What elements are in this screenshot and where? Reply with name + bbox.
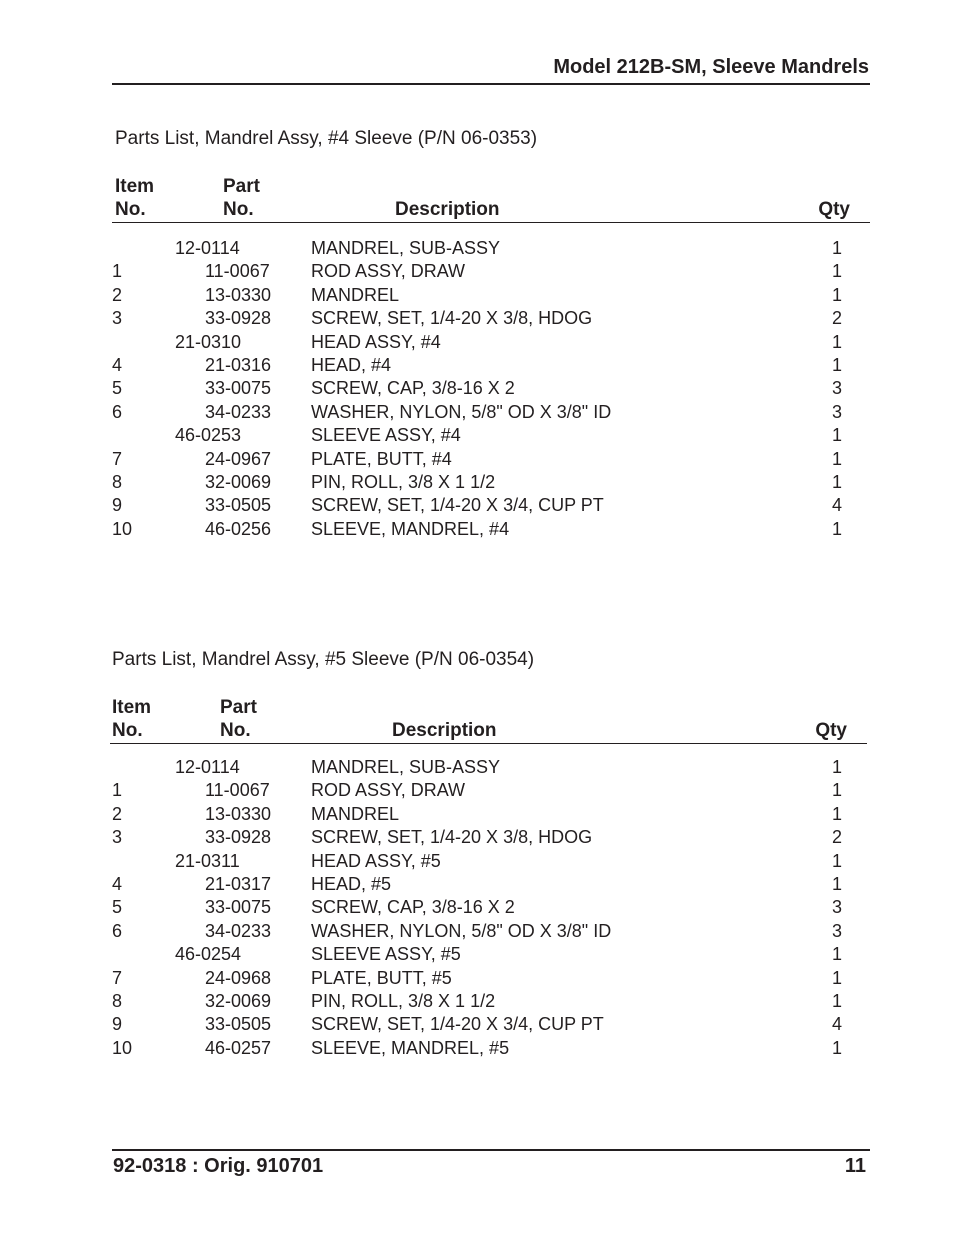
quantity-cell: 3: [831, 920, 842, 941]
description-cell: SCREW, SET, 1/4-20 X 3/8, HDOG: [311, 827, 593, 848]
description-cell: HEAD, #4: [311, 354, 392, 375]
description-cell: SLEEVE, MANDREL, #5: [311, 1037, 510, 1058]
item-number: 8: [112, 471, 123, 492]
table-row: 3 33-0928 SCREW, SET, 1/4-20 X 3/8, HDOG 2: [112, 826, 857, 849]
item-number: 7: [112, 967, 123, 988]
description-cell: HEAD ASSY, #4: [311, 331, 441, 352]
header-rule: [112, 83, 870, 85]
table-row: 2 13-0330 MANDREL 1: [112, 803, 857, 826]
parts-list-column-headers: [115, 175, 870, 223]
table-row: 12-0114 MANDREL, SUB-ASSY 1: [112, 237, 857, 260]
description-cell: SCREW, SET, 1/4-20 X 3/4, CUP PT: [311, 495, 604, 516]
quantity-cell: 1: [831, 238, 842, 258]
description-cell: SLEEVE ASSY, #5: [311, 944, 461, 965]
quantity-cell: 3: [831, 897, 842, 918]
document-id: 92-0318 : Orig. 910701: [113, 1155, 324, 1177]
page-header-title: Model 212B-SM, Sleeve Mandrels: [553, 56, 869, 78]
item-no-header: Item No.: [112, 697, 152, 741]
item-number: 8: [112, 990, 123, 1011]
table-row: 4 21-0316 HEAD, #4 1: [112, 354, 857, 377]
part-no-header: Part No.: [220, 697, 257, 741]
item-number: 9: [112, 1014, 123, 1035]
quantity-cell: 1: [831, 873, 842, 894]
quantity-cell: 1: [831, 448, 842, 469]
quantity-cell: 1: [831, 967, 842, 988]
parts-table: [112, 756, 857, 1060]
item-number: 4: [112, 873, 123, 894]
table-row: 7 24-0967 PLATE, BUTT, #4 1: [112, 448, 857, 471]
quantity-cell: 1: [831, 354, 842, 375]
table-row: 8 32-0069 PIN, ROLL, 3/8 X 1 1/2 1: [112, 471, 857, 494]
quantity-cell: 4: [831, 1014, 842, 1035]
table-row: 21-0310 HEAD ASSY, #4 1: [112, 331, 857, 354]
description-cell: SLEEVE ASSY, #4: [311, 425, 461, 446]
quantity-cell: 1: [831, 284, 842, 305]
description-cell: PIN, ROLL, 3/8 X 1 1/2: [311, 990, 496, 1011]
description-cell: PLATE, BUTT, #4: [311, 448, 452, 469]
table-row: 7 24-0968 PLATE, BUTT, #5 1: [112, 967, 857, 990]
quantity-cell: 4: [831, 495, 842, 516]
table-row: 10 46-0256 SLEEVE, MANDREL, #4 1: [112, 518, 857, 541]
quantity-cell: 1: [831, 331, 842, 352]
table-row: 9 33-0505 SCREW, SET, 1/4-20 X 3/4, CUP PT 4: [112, 494, 857, 517]
description-header: Description: [392, 720, 497, 741]
item-number: 10: [112, 518, 133, 539]
item-number: 3: [112, 827, 123, 848]
description-cell: MANDREL, SUB-ASSY: [311, 757, 501, 777]
table-row: 2 13-0330 MANDREL 1: [112, 284, 857, 307]
description-header: Description: [395, 199, 500, 220]
quantity-cell: 1: [831, 780, 842, 801]
description-cell: SCREW, CAP, 3/8-16 X 2: [311, 378, 515, 399]
description-cell: SCREW, SET, 1/4-20 X 3/4, CUP PT: [311, 1014, 604, 1035]
description-cell: ROD ASSY, DRAW: [311, 261, 466, 282]
description-cell: SCREW, SET, 1/4-20 X 3/8, HDOG: [311, 308, 593, 329]
quantity-cell: 1: [831, 471, 842, 492]
parts-list-title: Parts List, Mandrel Assy, #5 Sleeve (P/N 06-0354): [112, 649, 535, 670]
column-header-rule: [110, 743, 867, 744]
quantity-cell: 1: [831, 944, 842, 965]
description-cell: SLEEVE, MANDREL, #4: [311, 518, 510, 539]
quantity-cell: 2: [831, 308, 842, 329]
column-header-rule: [112, 222, 870, 223]
description-cell: WASHER, NYLON, 5/8" OD X 3/8" ID: [311, 401, 612, 422]
table-row: 3 33-0928 SCREW, SET, 1/4-20 X 3/8, HDOG 2: [112, 307, 857, 330]
table-row: 21-0311 HEAD ASSY, #5 1: [112, 850, 857, 873]
quantity-cell: 1: [831, 990, 842, 1011]
table-row: 46-0253 SLEEVE ASSY, #4 1: [112, 424, 857, 447]
item-number: 7: [112, 448, 123, 469]
table-row: 9 33-0505 SCREW, SET, 1/4-20 X 3/4, CUP PT 4: [112, 1013, 857, 1036]
qty-header: Qty: [815, 720, 847, 741]
item-no-header: Item No.: [115, 176, 155, 220]
part-no-header: Part No.: [223, 176, 260, 220]
description-cell: HEAD ASSY, #5: [311, 850, 441, 871]
quantity-cell: 1: [831, 425, 842, 446]
item-number: 6: [112, 920, 123, 941]
description-cell: HEAD, #5: [311, 873, 392, 894]
parts-table: [112, 237, 857, 541]
item-number: 4: [112, 354, 123, 375]
quantity-cell: 1: [831, 757, 842, 777]
description-cell: ROD ASSY, DRAW: [311, 780, 466, 801]
description-cell: PIN, ROLL, 3/8 X 1 1/2: [311, 471, 496, 492]
quantity-cell: 1: [831, 1037, 842, 1058]
table-row: 6 34-0233 WASHER, NYLON, 5/8" OD X 3/8" ID 3: [112, 920, 857, 943]
footer-rule: [112, 1149, 870, 1151]
quantity-cell: 1: [831, 850, 842, 871]
table-row: 4 21-0317 HEAD, #5 1: [112, 873, 857, 896]
item-number: 2: [112, 284, 123, 305]
item-number: 2: [112, 803, 123, 824]
parts-list-title: Parts List, Mandrel Assy, #4 Sleeve (P/N 06-0353): [115, 128, 538, 149]
table-row: 8 32-0069 PIN, ROLL, 3/8 X 1 1/2 1: [112, 990, 857, 1013]
description-cell: WASHER, NYLON, 5/8" OD X 3/8" ID: [311, 920, 612, 941]
table-row: 46-0254 SLEEVE ASSY, #5 1: [112, 943, 857, 966]
description-cell: MANDREL: [311, 803, 400, 824]
table-row: 5 33-0075 SCREW, CAP, 3/8-16 X 2 3: [112, 896, 857, 919]
qty-header: Qty: [818, 199, 850, 220]
item-number: 1: [112, 780, 123, 801]
page-number: 11: [844, 1155, 866, 1177]
quantity-cell: 1: [831, 803, 842, 824]
item-number: 1: [112, 261, 123, 282]
table-row: 5 33-0075 SCREW, CAP, 3/8-16 X 2 3: [112, 377, 857, 400]
quantity-cell: 2: [831, 827, 842, 848]
description-cell: MANDREL: [311, 284, 400, 305]
table-row: 10 46-0257 SLEEVE, MANDREL, #5 1: [112, 1037, 857, 1060]
table-row: 6 34-0233 WASHER, NYLON, 5/8" OD X 3/8" ID 3: [112, 401, 857, 424]
description-cell: PLATE, BUTT, #5: [311, 967, 452, 988]
item-number: 5: [112, 378, 123, 399]
table-row: 12-0114 MANDREL, SUB-ASSY 1: [112, 756, 857, 779]
description-cell: SCREW, CAP, 3/8-16 X 2: [311, 897, 515, 918]
table-row: 1 11-0067 ROD ASSY, DRAW 1: [112, 260, 857, 283]
item-number: 3: [112, 308, 123, 329]
item-number: 5: [112, 897, 123, 918]
description-cell: MANDREL, SUB-ASSY: [311, 238, 501, 258]
quantity-cell: 1: [831, 261, 842, 282]
quantity-cell: 1: [831, 518, 842, 539]
item-number: 10: [112, 1037, 133, 1058]
item-number: 6: [112, 401, 123, 422]
quantity-cell: 3: [831, 401, 842, 422]
item-number: 9: [112, 495, 123, 516]
quantity-cell: 3: [831, 378, 842, 399]
parts-list-column-headers: [112, 696, 867, 744]
table-row: 1 11-0067 ROD ASSY, DRAW 1: [112, 779, 857, 802]
